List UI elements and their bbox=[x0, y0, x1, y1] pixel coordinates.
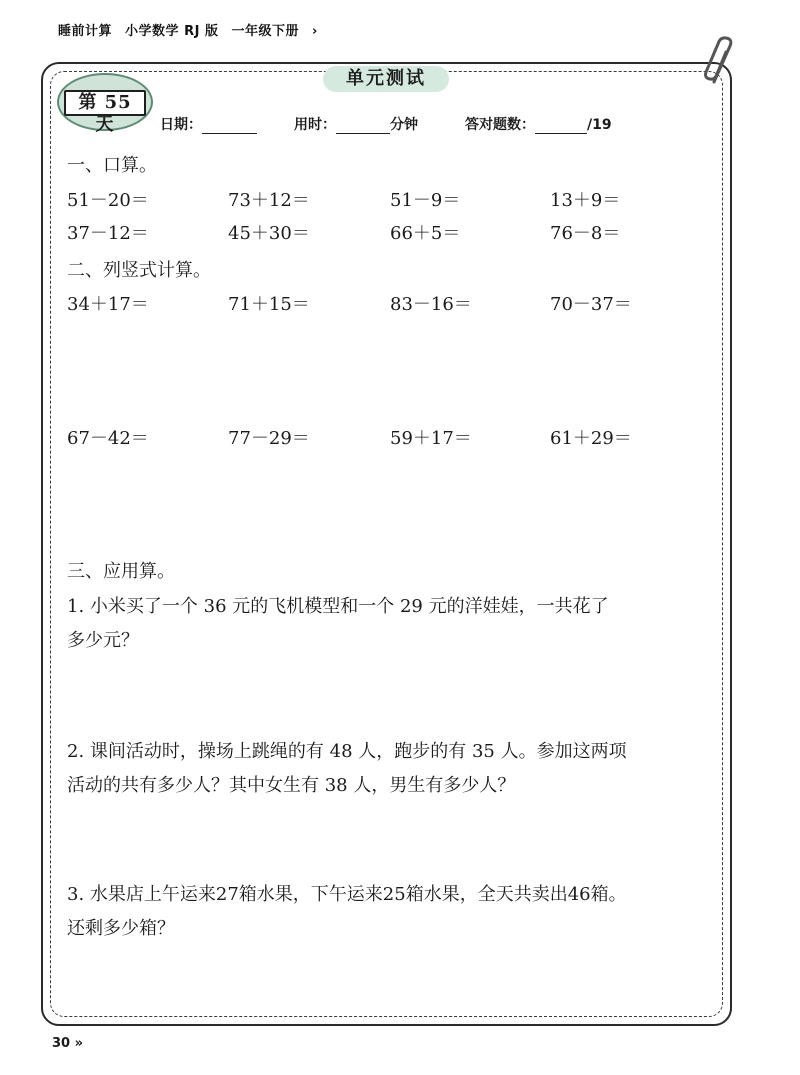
score-blank[interactable] bbox=[535, 119, 587, 134]
grade-volume: 一年级下册 bbox=[231, 24, 299, 39]
oral-problem: 73＋12＝ bbox=[228, 190, 310, 211]
time-field[interactable] bbox=[294, 114, 418, 134]
word-problem-line: 多少元？ bbox=[67, 630, 139, 651]
score-field[interactable] bbox=[465, 114, 612, 134]
day-badge-label: 第 55 天 bbox=[64, 90, 146, 116]
vertical-problem: 77－29＝ bbox=[228, 428, 310, 449]
section-3-heading: 三、应用算。 bbox=[67, 561, 175, 582]
vertical-problem: 61＋29＝ bbox=[550, 428, 632, 449]
page-title: 单元测试 bbox=[323, 66, 449, 92]
vertical-problem: 34＋17＝ bbox=[67, 294, 149, 315]
section-1-heading: 一、口算。 bbox=[67, 155, 157, 176]
oral-problem: 51－9＝ bbox=[390, 190, 461, 211]
subject-edition: 小学数学 RJ 版 bbox=[125, 24, 219, 39]
time-unit: 分钟 bbox=[390, 117, 418, 133]
date-field[interactable] bbox=[160, 114, 257, 134]
vertical-problem: 59＋17＝ bbox=[390, 428, 472, 449]
date-blank[interactable] bbox=[202, 119, 257, 134]
oral-problem: 66＋5＝ bbox=[390, 223, 461, 244]
dashed-inner-border bbox=[50, 71, 723, 1017]
oral-problem: 45＋30＝ bbox=[228, 223, 310, 244]
vertical-problem: 67－42＝ bbox=[67, 428, 149, 449]
word-problem-line: 活动的共有多少人？其中女生有 38 人，男生有多少人？ bbox=[67, 775, 516, 796]
score-total: /19 bbox=[587, 117, 612, 133]
score-label: 答对题数： bbox=[465, 117, 535, 133]
book-header bbox=[58, 20, 326, 39]
paperclip-icon bbox=[700, 36, 740, 86]
section-2-heading: 二、列竖式计算。 bbox=[67, 260, 211, 281]
series-title: 睡前计算 bbox=[58, 24, 113, 39]
vertical-problem: 83－16＝ bbox=[390, 294, 472, 315]
date-label: 日期： bbox=[160, 117, 202, 133]
word-problem-line: 3. 水果店上午运来27箱水果，下午运来25箱水果，全天共卖出46箱。 bbox=[67, 884, 627, 905]
oral-problem: 13＋9＝ bbox=[550, 190, 621, 211]
oral-problem: 76－8＝ bbox=[550, 223, 621, 244]
page-number: 30 » bbox=[52, 1036, 84, 1051]
word-problem-line: 1. 小米买了一个 36 元的飞机模型和一个 29 元的洋娃娃，一共花了 bbox=[67, 596, 609, 617]
oral-problem: 37－12＝ bbox=[67, 223, 149, 244]
time-label: 用时： bbox=[294, 117, 336, 133]
oral-problem: 51－20＝ bbox=[67, 190, 149, 211]
word-problem-line: 还剩多少箱？ bbox=[67, 918, 175, 939]
vertical-problem: 71＋15＝ bbox=[228, 294, 310, 315]
chevron-right-icon: › bbox=[312, 24, 318, 39]
vertical-problem: 70－37＝ bbox=[550, 294, 632, 315]
time-blank[interactable] bbox=[336, 119, 390, 134]
word-problem-line: 2. 课间活动时，操场上跳绳的有 48 人，跑步的有 35 人。参加这两项 bbox=[67, 741, 627, 762]
